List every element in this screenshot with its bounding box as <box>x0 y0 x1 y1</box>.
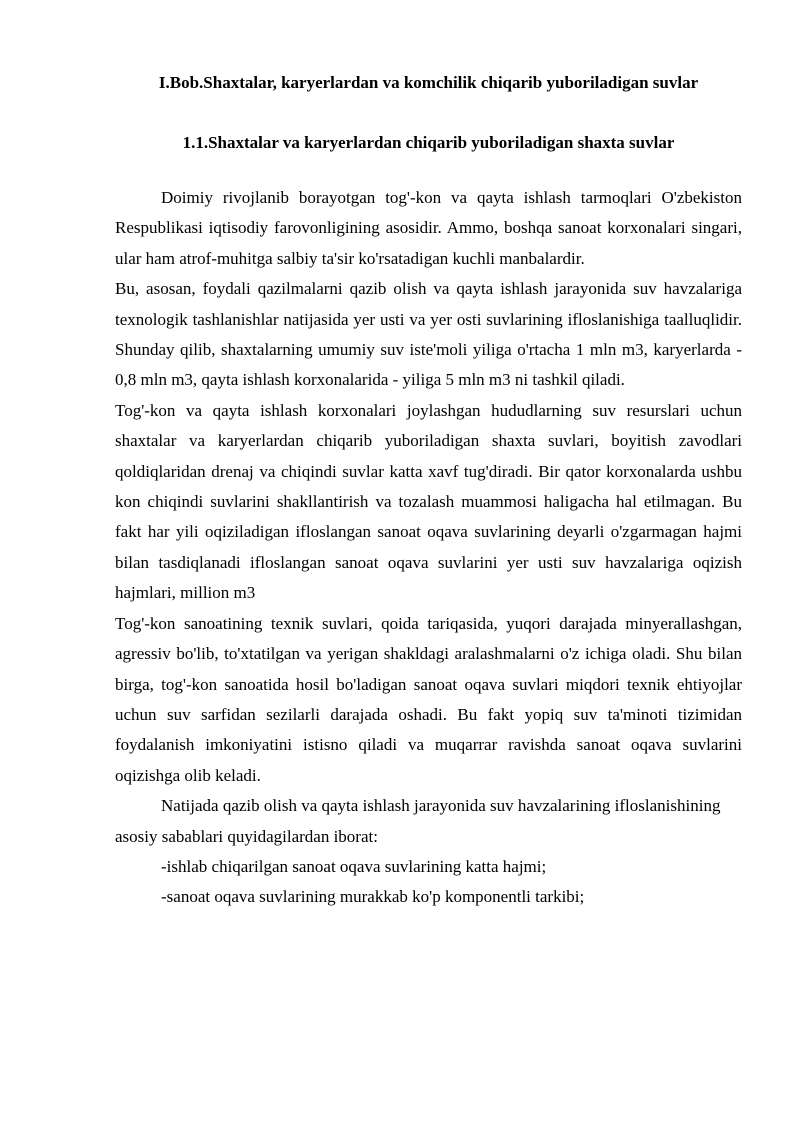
paragraph-wastewater-risk: Tog'-kon va qayta ishlash korxonalari joylashgan hududlarning suv resurslari uchun shaxtalar va karyerlardan chiqarib yuboriladigan shaxta suvlari, boyitish zavodlari qoldiqlaridan drenaj va chiqindi suvlar katta xavf tug'diradi. Bir qator korxonalarda ushbu kon chiqindi suvlarini shakllantirish va tozalash muammosi haligacha hal etilmagan. Bu fakt har yili oqiziladigan ifloslangan sanoat oqava suvlarining deyarli o'zgarmagan hajmi bilan tasdiqlanadi ifloslangan sanoat oqava suvlarini yer usti suv havzalariga oqizish hajmlari, million m3 <box>115 400 742 603</box>
paragraph-water-usage: Bu, asosan, foydali qazilmalarni qazib olish va qayta ishlash jarayonida suv havzalariga texnologik tashlanishlar natijasida yer usti va yer osti suvlarining ifloslanishiga taalluqlidir. Shunday qilib, shaxtalarning umumiy suv iste'moli yiliga o'rtacha 1 mln m3, karyerlarda - 0,8 mln m3, qayta ishlash korxonalarida - yiliga 5 mln m3 ni tashkil qiladi. <box>115 279 742 390</box>
list-item-volume: -ishlab chiqarilgan sanoat oqava suvlarining katta hajmi; <box>161 856 547 876</box>
paragraph-intro: Doimiy rivojlanib borayotgan tog'-kon va qayta ishlash tarmoqlari O'zbekiston Respublikasi iqtisodiy farovonligining asosidir. Ammo, boshqa sanoat korxonalari singari, ular ham atrof-muhitga salbiy ta'sir ko'rsatadigan kuchli manbalardir. <box>115 188 742 268</box>
list-item-composition: -sanoat oqava suvlarining murakkab ko'p komponentli tarkibi; <box>161 887 585 907</box>
chapter-heading: I.Bob.Shaxtalar, karyerlardan va komchilik chiqarib yuboriladigan suvlar <box>158 73 699 92</box>
section-heading: 1.1.Shaxtalar va karyerlardan chiqarib yuboriladigan shaxta suvlar <box>182 133 675 152</box>
paragraph-technical-water: Tog'-kon sanoatining texnik suvlari, qoida tariqasida, yuqori darajada minyerallashgan, agressiv bo'lib, to'xtatilgan va yerigan shakldagi aralashmalarni o'z ichiga oladi. Shu bilan birga, tog'-kon sanoatida hosil bo'ladigan sanoat oqava suvlari miqdori texnik ehtiyojlar uchun suv sarfidan sezilarli darajada oshadi. Bu fakt yopiq suv ta'minoti tizimidan foydalanish imkoniyatini istisno qiladi va muqarrar ravishda sanoat oqava suvlarini oqizishga olib keladi. <box>115 613 742 785</box>
paragraph-causes-intro: Natijada qazib olish va qayta ishlash jarayonida suv havzalarining ifloslanishining asosiy sabablari quyidagilardan iborat: <box>115 796 721 846</box>
